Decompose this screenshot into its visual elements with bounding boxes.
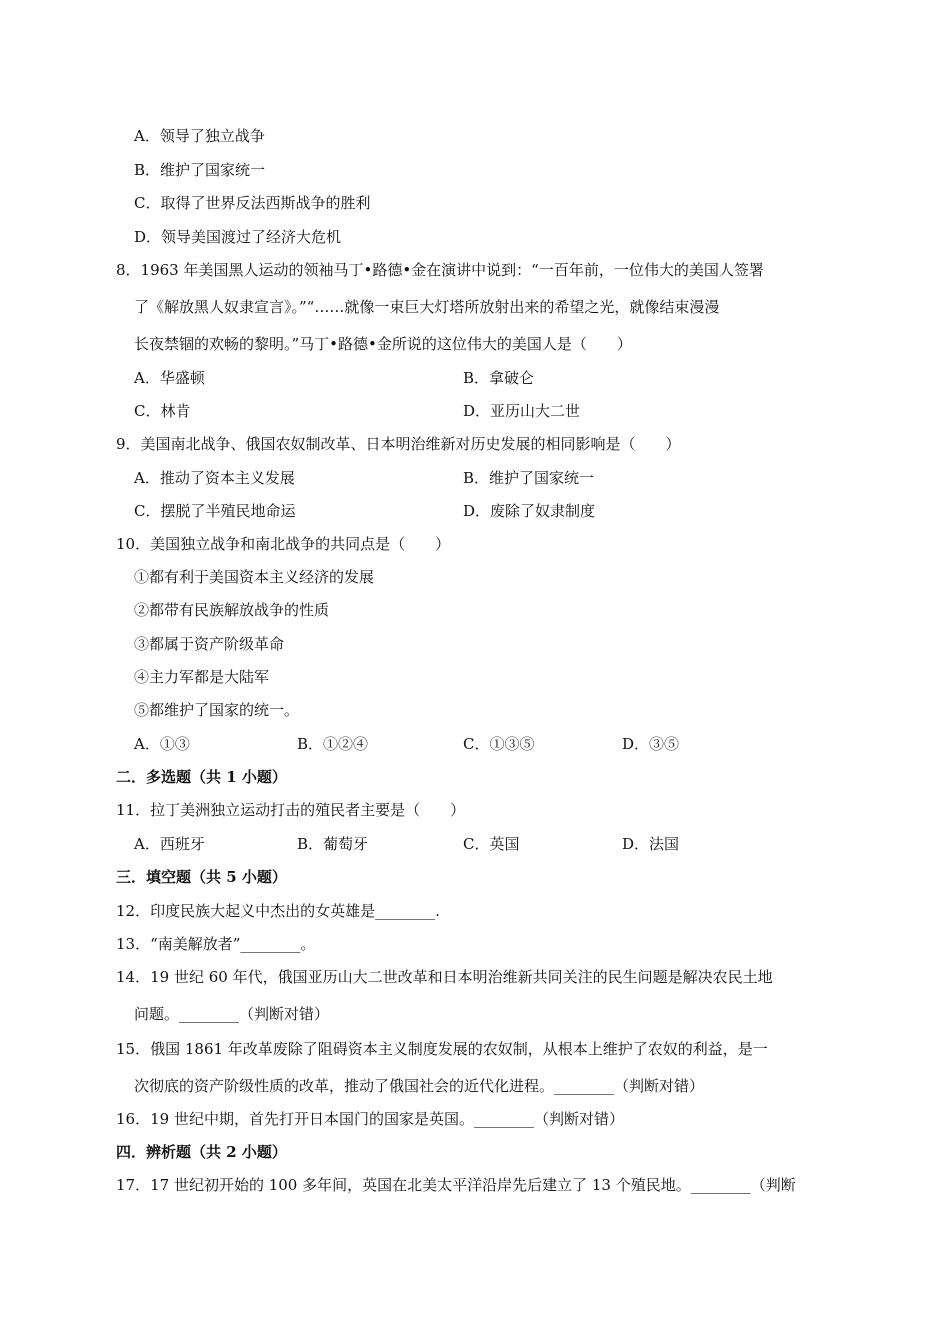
q14-stem-line2: 问题。________（判断对错）	[134, 1005, 330, 1023]
q11-option-d: D．法国	[622, 835, 680, 853]
q7-option-b: B．维护了国家统一	[134, 161, 266, 179]
q7-option-d: D．领导美国渡过了经济大危机	[134, 228, 342, 246]
q7-option-a: A．领导了独立战争	[134, 127, 265, 145]
q9-stem: 9．美国南北战争、俄国农奴制改革、日本明治维新对历史发展的相同影响是（ ）	[116, 435, 681, 453]
q10-stem: 10．美国独立战争和南北战争的共同点是（ ）	[116, 535, 451, 553]
q10-statement-2: ②都带有民族解放战争的性质	[134, 601, 330, 619]
q9-option-c: C．摆脱了半殖民地命运	[134, 502, 296, 520]
q10-statement-1: ①都有利于美国资本主义经济的发展	[134, 568, 375, 586]
q8-stem-line1: 8．1963 年美国黑人运动的领袖马丁•路德•金在演讲中说到：“一百年前，一位伟大的美国人签署	[116, 261, 764, 279]
section-heading-analysis: 四．辨析题（共 2 小题）	[116, 1143, 287, 1161]
q11-option-a: A．西班牙	[134, 835, 205, 853]
q10-option-d: D．③⑤	[622, 735, 680, 753]
q10-statement-5: ⑤都维护了国家的统一。	[134, 701, 300, 719]
q15-stem-line1: 15．俄国 1861 年改革废除了阻碍资本主义制度发展的农奴制，从根本上维护了农奴的利益，是一	[116, 1040, 768, 1058]
section-heading-fill-blank: 三．填空题（共 5 小题）	[116, 868, 287, 886]
q11-option-c: C．英国	[463, 835, 520, 853]
q8-stem-line2: 了《解放黑人奴隶宣言》。”“……就像一束巨大灯塔所放射出来的希望之光，就像结束漫漫	[134, 298, 720, 316]
q9-option-a: A．推动了资本主义发展	[134, 469, 295, 487]
q11-stem: 11．拉丁美洲独立运动打击的殖民者主要是（ ）	[116, 801, 466, 819]
q11-option-b: B．葡萄牙	[297, 835, 369, 853]
q9-option-d: D．废除了奴隶制度	[463, 502, 596, 520]
q8-option-a: A．华盛顿	[134, 369, 205, 387]
q10-option-a: A．①③	[134, 735, 190, 753]
q10-option-c: C．①③⑤	[463, 735, 535, 753]
q8-option-b: B．拿破仑	[463, 369, 535, 387]
q10-statement-3: ③都属于资产阶级革命	[134, 635, 285, 653]
q15-stem-line2: 次彻底的资产阶级性质的改革，推动了俄国社会的近代化进程。________（判断对错）	[134, 1077, 705, 1095]
q13-stem: 13．“南美解放者”________。	[116, 935, 316, 953]
q7-option-c: C．取得了世界反法西斯战争的胜利	[134, 194, 371, 212]
q12-stem: 12．印度民族大起义中杰出的女英雄是________.	[116, 902, 440, 920]
q8-option-d: D．亚历山大二世	[463, 402, 581, 420]
q10-option-b: B．①②④	[297, 735, 369, 753]
q14-stem-line1: 14．19 世纪 60 年代，俄国亚历山大二世改革和日本明治维新共同关注的民生问题是解决农民土地	[116, 968, 773, 986]
q17-stem: 17．17 世纪初开始的 100 多年间，英国在北美太平洋沿岸先后建立了 13 个殖民地。________（判断	[116, 1176, 796, 1194]
q8-option-c: C．林肯	[134, 402, 191, 420]
q8-stem-line3: 长夜禁锢的欢畅的黎明。”马丁•路德•金所说的这位伟大的美国人是（ ）	[134, 335, 632, 353]
q16-stem: 16．19 世纪中期，首先打开日本国门的国家是英国。________（判断对错）	[116, 1110, 624, 1128]
q9-option-b: B．维护了国家统一	[463, 469, 595, 487]
section-heading-multiple-choice: 二．多选题（共 1 小题）	[116, 768, 287, 786]
q10-statement-4: ④主力军都是大陆军	[134, 668, 270, 686]
